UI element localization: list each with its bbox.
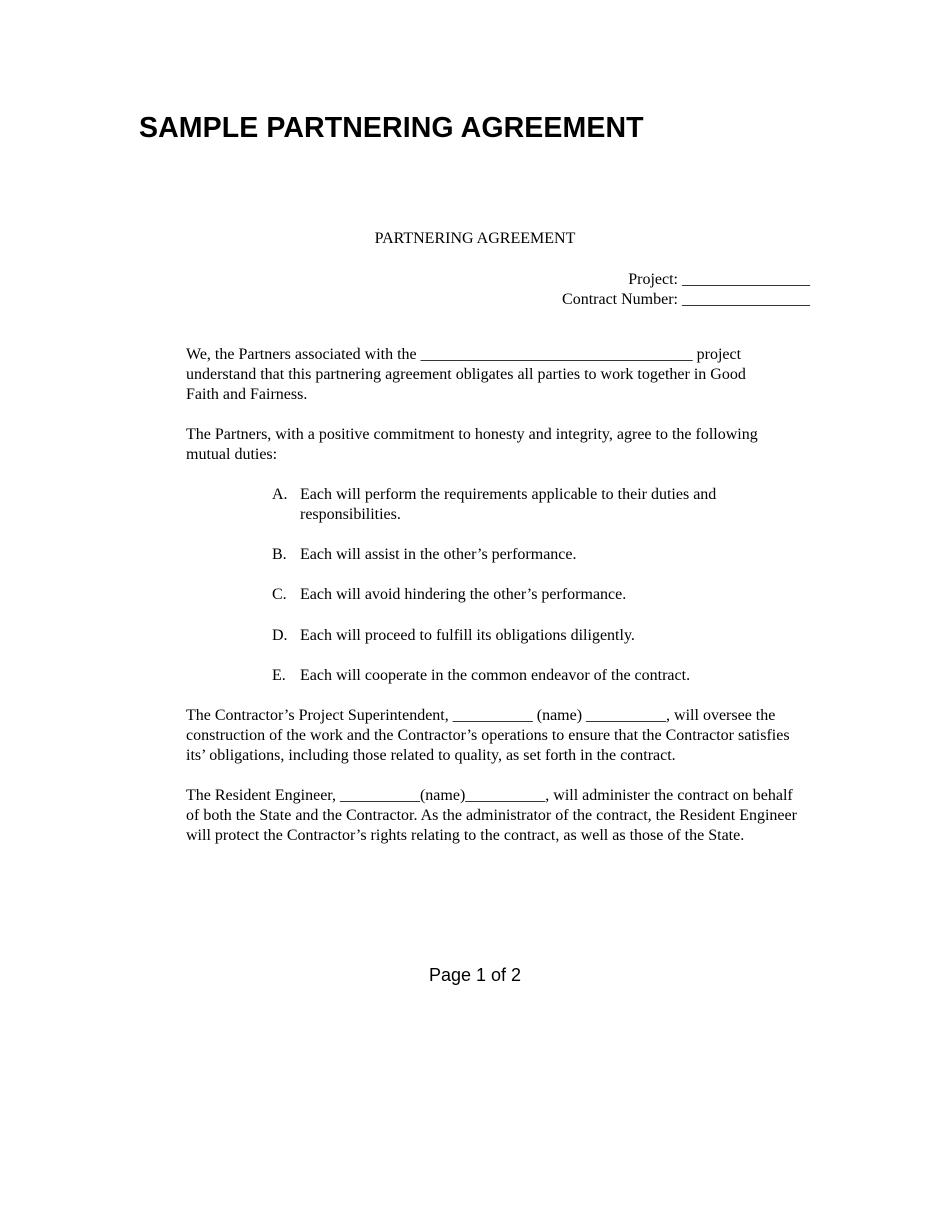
duty-item (272, 666, 722, 686)
duty-item (272, 585, 722, 605)
duty-letter: E. (272, 666, 286, 684)
duty-letter: D. (272, 626, 288, 644)
duty-text: Each will cooperate in the common endeavor of the contract. (300, 666, 691, 684)
superintendent-paragraph: The Contractor’s Project Superintendent, __________ (name) __________, will oversee the construction of the work and the Contractor’s operations to ensure that the Contractor satisfies its’ obligations, including those related to quality, as set forth in the contract. (186, 707, 790, 764)
page-heading: SAMPLE PARTNERING AGREEMENT (139, 112, 644, 144)
duty-item (272, 545, 722, 565)
duty-text: Each will assist in the other’s performance. (300, 546, 577, 564)
commitment-paragraph: The Partners, with a positive commitment to honesty and integrity, agree to the following mutual duties: (186, 425, 758, 463)
agreement-title: PARTNERING AGREEMENT (374, 230, 576, 247)
duty-letter: A. (272, 485, 288, 503)
duty-letter: C. (272, 586, 287, 604)
page-number: Page 1 of 2 (428, 965, 522, 985)
duty-text: Each will perform the requirements applicable to their duties and responsibilities. (300, 485, 717, 523)
contract-number-field: Contract Number: ________________ (562, 290, 810, 308)
duties-list (186, 485, 806, 686)
intro-paragraph: We, the Partners associated with the __________________________________ project understand that this partnering agreement obligates all parties to work together in Good Faith and Fairness. (186, 346, 746, 403)
duty-letter: B. (272, 546, 287, 564)
agreement-body (186, 345, 806, 866)
project-field: Project: ________________ (628, 271, 810, 288)
resident-engineer-paragraph: The Resident Engineer, __________(name)__________, will administer the contract on behalf of both the State and the Contractor. As the administrator of the contract, the Resident Engineer will protect the Contractor’s rights relating to the contract, as well as those of the State. (186, 787, 797, 844)
duty-text: Each will proceed to fulfill its obligations diligently. (300, 626, 635, 644)
duty-item (272, 485, 722, 525)
duty-text: Each will avoid hindering the other’s performance. (300, 586, 627, 604)
duty-item (272, 626, 722, 646)
header-fields (562, 270, 810, 309)
